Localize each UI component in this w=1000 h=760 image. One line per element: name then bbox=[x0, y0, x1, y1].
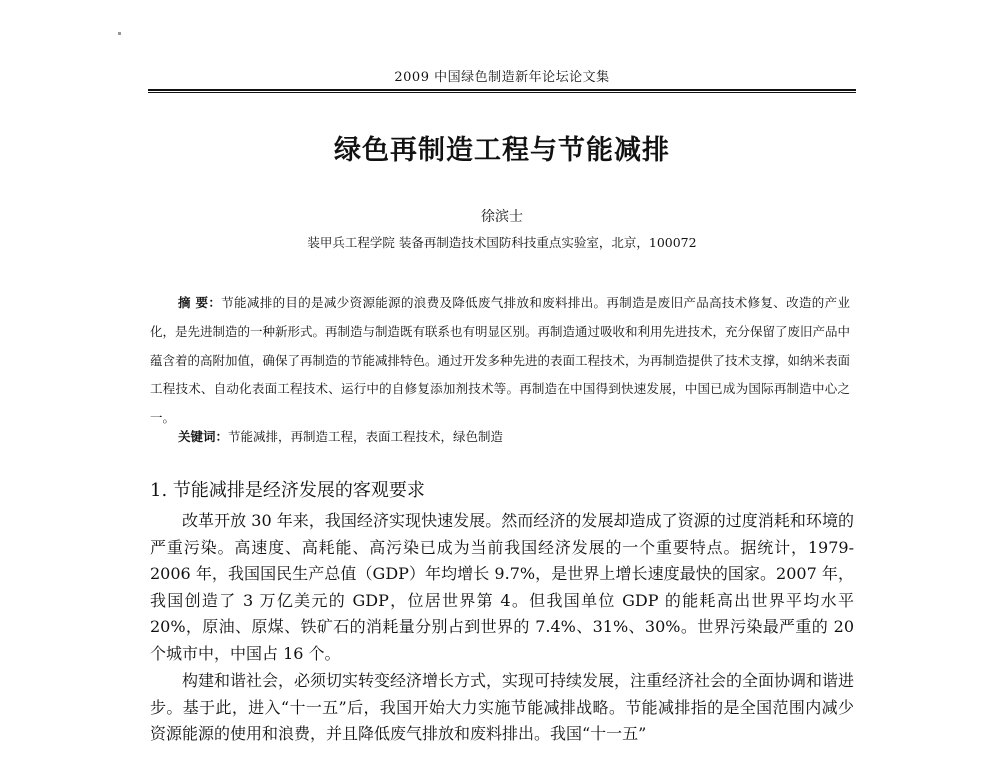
abstract bbox=[150, 289, 850, 433]
author-name: 徐滨士 bbox=[481, 209, 523, 225]
header-rule bbox=[148, 89, 856, 93]
running-header: 2009 中国绿色制造新年论坛论文集 bbox=[394, 70, 610, 85]
section-heading: 1. 节能减排是经济发展的客观要求 bbox=[150, 480, 425, 501]
abstract-text: 节能减排的目的是减少资源能源的浪费及降低废气排放和废料排出。再制造是废旧产品高技术修复、改造的产业化，是先进制造的一种新形式。再制造与制造既有联系也有明显区别。再制造通过吸收和利用先进技术，充分保留了废旧产品中蕴含着的高附加值，确保了再制造的节能减排特色。通过开发多种先进的表面工程技术，为再制造提供了技术支撑，如纳米表面工程技术、自动化表面工程技术、运行中的自修复添加剂技术等。再制造在中国得到快速发展，中国已成为国际再制造中心之一。 bbox=[150, 295, 851, 426]
body-paragraph: 改革开放 30 年来，我国经济实现快速发展。然而经济的发展却造成了资源的过度消耗和环境的严重污染。高速度、高耗能、高污染已成为当前我国经济发展的一个重要特点。据统计，1979-2006 年，我国国民生产总值（GDP）年均增长 9.7%，是世界上增长速度最快的国家。2007 年，我国创造了 3 万亿美元的 GDP，位居世界第 4。但我国单位 GDP 的能耗高出世界平均水平 20%，原油、原煤、铁矿石的消耗量分别占到世界的 7.4%、31%、30%。世界污染最严重的 20 个城市中，中国占 16 个。 bbox=[150, 511, 854, 663]
keywords-label: 关键词： bbox=[178, 429, 229, 444]
abstract-label: 摘 要： bbox=[178, 295, 222, 310]
paper-title: 绿色再制造工程与节能减排 bbox=[334, 135, 670, 166]
body-paragraph: 构建和谐社会，必须切实转变经济增长方式，实现可持续发展，注重经济社会的全面协调和谐进步。基于此，进入“十一五”后，我国开始大力实施节能减排战略。节能减排指的是全国范围内减少资源能源的使用和浪费，并且降低废气排放和废料排出。我国“十一五” bbox=[150, 671, 855, 744]
keywords bbox=[178, 427, 850, 447]
keywords-text: 节能减排，再制造工程，表面工程技术，绿色制造 bbox=[228, 429, 504, 444]
scan-speck bbox=[118, 32, 121, 35]
author-affiliation: 装甲兵工程学院 装备再制造技术国防科技重点实验室，北京，100072 bbox=[307, 235, 697, 250]
